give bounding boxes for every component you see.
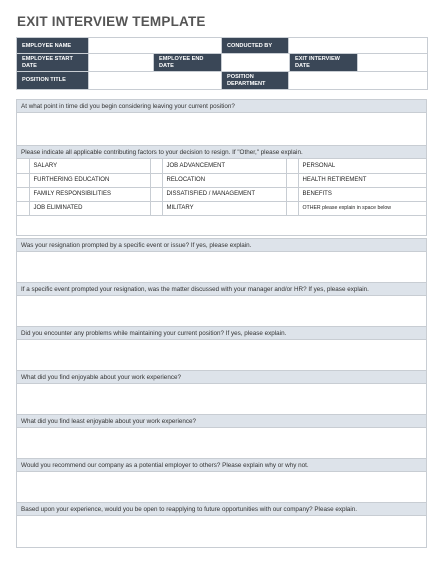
- question-5-text: Did you encounter any problems while maintaining your current position? If yes, please explain.: [17, 327, 426, 340]
- factor-label: BENEFITS: [298, 187, 426, 201]
- question-6-text: What did you find enjoyable about your work experience?: [17, 371, 426, 384]
- page-title: EXIT INTERVIEW TEMPLATE: [17, 14, 206, 29]
- question-9-section: [16, 502, 427, 548]
- factors-row: [17, 201, 426, 215]
- factor-checkbox[interactable]: [150, 173, 162, 187]
- header-row-2: [16, 53, 428, 72]
- factor-checkbox[interactable]: [286, 173, 298, 187]
- header-row-3: [16, 71, 428, 90]
- employee-start-date-label: EMPLOYEE START DATE: [17, 54, 89, 72]
- factors-row: [17, 159, 426, 173]
- employee-end-date-field[interactable]: [222, 54, 290, 72]
- factor-checkbox[interactable]: [17, 187, 29, 201]
- factor-checkbox[interactable]: [286, 201, 298, 215]
- factor-label: SALARY: [29, 159, 150, 173]
- factor-label: PERSONAL: [298, 159, 426, 173]
- question-2-answer[interactable]: [17, 215, 426, 235]
- factor-label: MILITARY: [162, 201, 286, 215]
- factor-checkbox[interactable]: [17, 201, 29, 215]
- factor-label: DISSATISFIED / MANAGEMENT: [162, 187, 286, 201]
- question-3-answer[interactable]: [17, 252, 426, 283]
- factor-label: FURTHERING EDUCATION: [29, 173, 150, 187]
- employee-start-date-field[interactable]: [89, 54, 154, 72]
- question-2-text: Please indicate all applicable contributing factors to your decision to resign. If "Other," please explain.: [17, 146, 426, 159]
- question-7-answer[interactable]: [17, 428, 426, 459]
- question-6-answer[interactable]: [17, 384, 426, 415]
- factor-checkbox[interactable]: [286, 187, 298, 201]
- position-title-label: POSITION TITLE: [17, 72, 89, 90]
- employee-end-date-label: EMPLOYEE END DATE: [154, 54, 222, 72]
- factors-row: [17, 187, 426, 201]
- question-8-section: [16, 458, 427, 504]
- factor-label: JOB ELIMINATED: [29, 201, 150, 215]
- conducted-by-label: CONDUCTED BY: [222, 38, 289, 56]
- factor-checkbox[interactable]: [150, 187, 162, 201]
- factor-label: OTHER please explain in space below: [298, 201, 426, 215]
- factor-checkbox[interactable]: [150, 201, 162, 215]
- exit-interview-date-field[interactable]: [358, 54, 428, 72]
- question-6-section: [16, 370, 427, 416]
- question-5-section: [16, 326, 427, 372]
- factor-checkbox[interactable]: [17, 159, 29, 173]
- factor-checkbox[interactable]: [150, 159, 162, 173]
- question-9-text: Based upon your experience, would you be open to reapplying to future opportunities with our company? Please explain.: [17, 503, 426, 516]
- question-2-section: [16, 145, 427, 236]
- factors-table: [17, 159, 426, 215]
- question-9-answer[interactable]: [17, 516, 426, 547]
- factor-checkbox[interactable]: [286, 159, 298, 173]
- question-8-answer[interactable]: [17, 472, 426, 503]
- question-4-text: If a specific event prompted your resignation, was the matter discussed with your manager and/or HR? If yes, please explain.: [17, 283, 426, 296]
- exit-interview-date-label: EXIT INTERVIEW DATE: [290, 54, 358, 72]
- question-7-text: What did you find least enjoyable about your work experience?: [17, 415, 426, 428]
- factor-checkbox[interactable]: [17, 173, 29, 187]
- position-department-label: POSITION DEPARTMENT: [222, 72, 289, 90]
- factor-label: JOB ADVANCEMENT: [162, 159, 286, 173]
- question-3-section: [16, 238, 427, 284]
- employee-name-label: EMPLOYEE NAME: [17, 38, 89, 56]
- question-4-section: [16, 282, 427, 328]
- factor-label: FAMILY RESPONSIBILITIES: [29, 187, 150, 201]
- position-department-field[interactable]: [289, 72, 428, 90]
- factor-label: HEALTH RETIREMENT: [298, 173, 426, 187]
- question-3-text: Was your resignation prompted by a specific event or issue? If yes, please explain.: [17, 239, 426, 252]
- factor-label: RELOCATION: [162, 173, 286, 187]
- question-5-answer[interactable]: [17, 340, 426, 371]
- factors-row: [17, 173, 426, 187]
- question-8-text: Would you recommend our company as a potential employer to others? Please explain why or why not.: [17, 459, 426, 472]
- question-1-answer[interactable]: [17, 113, 426, 145]
- position-title-field[interactable]: [89, 72, 222, 90]
- question-4-answer[interactable]: [17, 296, 426, 327]
- question-1-section: [16, 99, 427, 146]
- question-7-section: [16, 414, 427, 460]
- question-1-text: At what point in time did you begin considering leaving your current position?: [17, 100, 426, 113]
